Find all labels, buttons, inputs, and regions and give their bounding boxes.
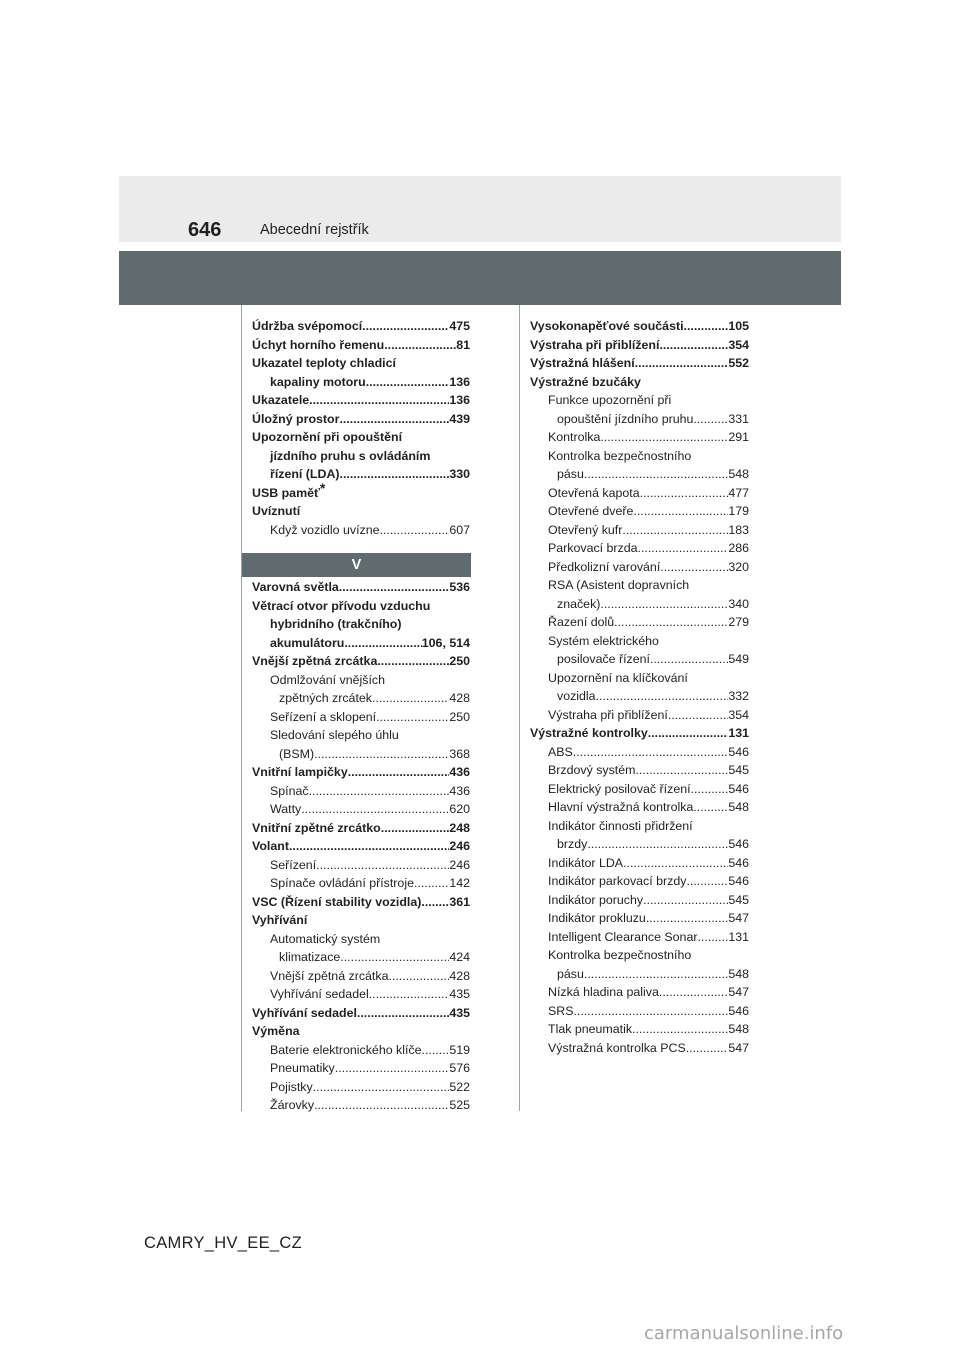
index-entry-text: kapaliny motoru bbox=[270, 374, 366, 389]
dot-leader bbox=[314, 1096, 449, 1115]
index-entry-text: Výstraha při přiblížení bbox=[548, 707, 668, 722]
index-entry-text: Větrací otvor přívodu vzduchu bbox=[252, 598, 431, 613]
index-entry bbox=[252, 465, 470, 484]
index-entry-text: Vyhřívání sedadel bbox=[270, 987, 369, 1001]
index-entry-page: 424 bbox=[449, 950, 470, 964]
index-entry bbox=[252, 893, 470, 912]
dot-leader bbox=[339, 578, 450, 597]
index-entry-page: 250 bbox=[449, 654, 470, 668]
index-entry-page: 279 bbox=[728, 615, 749, 629]
index-entry bbox=[530, 983, 749, 1002]
dot-leader bbox=[635, 761, 728, 780]
index-entry bbox=[252, 1059, 470, 1078]
index-entry bbox=[252, 1078, 470, 1097]
dot-leader bbox=[633, 502, 728, 521]
index-entry bbox=[252, 410, 470, 429]
index-entry-text: Kontrolka bbox=[548, 430, 601, 444]
dot-leader bbox=[348, 763, 450, 782]
index-entry bbox=[252, 1022, 470, 1041]
index-entry-page: 536 bbox=[449, 580, 470, 594]
index-entry-text: pásu bbox=[557, 966, 584, 981]
index-entry-text: Výstražné bzučáky bbox=[530, 374, 641, 389]
index-entry-page: 136 bbox=[449, 393, 470, 407]
dot-leader bbox=[573, 1002, 728, 1021]
dot-leader bbox=[600, 428, 728, 447]
dot-leader bbox=[316, 856, 449, 875]
index-entry-page: 548 bbox=[728, 467, 749, 481]
dot-leader bbox=[622, 521, 728, 540]
index-entry-text: Kontrolka bezpečnostního bbox=[548, 448, 692, 463]
index-entry-page: 354 bbox=[728, 707, 749, 722]
index-entry bbox=[252, 634, 470, 653]
dot-leader bbox=[372, 689, 449, 708]
index-entry-text: Výstražná kontrolka PCS bbox=[548, 1040, 686, 1055]
index-entry bbox=[252, 447, 470, 466]
index-entry bbox=[530, 946, 749, 965]
index-entry bbox=[530, 632, 749, 651]
dot-leader bbox=[422, 1041, 450, 1060]
index-entry-text: Výměna bbox=[252, 1024, 300, 1038]
index-entry-text: Seřízení bbox=[270, 857, 317, 872]
dot-leader bbox=[596, 687, 729, 706]
dot-leader bbox=[313, 1078, 450, 1097]
index-entry-page: 545 bbox=[728, 763, 749, 777]
index-entry bbox=[530, 576, 749, 595]
index-entry bbox=[252, 689, 470, 708]
index-entry bbox=[530, 539, 749, 558]
index-entry-page: 548 bbox=[728, 966, 749, 981]
dot-leader bbox=[643, 891, 728, 910]
dot-leader bbox=[377, 652, 449, 671]
index-entry bbox=[530, 928, 749, 947]
watermark: carmanualsonline.info bbox=[644, 1323, 844, 1344]
index-entry-text: Indikátor parkovací brzdy bbox=[548, 874, 687, 888]
index-entry-page: 576 bbox=[449, 1061, 470, 1075]
index-entry-text: značek) bbox=[557, 596, 601, 611]
index-entry-text: Volant bbox=[252, 839, 289, 853]
dot-leader bbox=[366, 373, 450, 392]
dot-leader bbox=[381, 819, 450, 838]
index-entry-text: SRS bbox=[548, 1003, 574, 1018]
index-entry bbox=[252, 1041, 470, 1060]
dot-leader bbox=[289, 837, 449, 856]
index-entry-page: 525 bbox=[449, 1098, 470, 1112]
index-entry-page: 332 bbox=[728, 689, 749, 703]
index-entry-text: Údržba svépomocí bbox=[252, 319, 363, 333]
index-entry bbox=[530, 410, 749, 429]
dot-leader bbox=[600, 595, 728, 614]
index-entry-text: Otevřený kufr bbox=[548, 522, 623, 537]
column-divider-left bbox=[241, 305, 242, 1111]
index-entry bbox=[252, 578, 470, 597]
index-entry bbox=[530, 595, 749, 614]
dot-leader bbox=[635, 354, 729, 373]
index-entry-page: 546 bbox=[728, 781, 749, 796]
index-entry bbox=[530, 428, 749, 447]
index-entry-page: 142 bbox=[449, 876, 470, 890]
column-divider-middle bbox=[519, 305, 520, 1111]
dot-leader bbox=[650, 650, 728, 669]
index-entry bbox=[252, 856, 470, 875]
index-entry bbox=[252, 708, 470, 727]
dot-leader bbox=[314, 745, 449, 764]
dot-leader bbox=[380, 521, 450, 540]
index-entry bbox=[252, 615, 470, 634]
index-entry-text: Nízká hladina paliva bbox=[548, 985, 659, 999]
index-entry bbox=[252, 800, 470, 819]
index-entry bbox=[530, 743, 749, 762]
footer-model-code: CAMRY_HV_EE_CZ bbox=[144, 1234, 302, 1252]
index-entry-page: 546 bbox=[728, 874, 749, 888]
index-entry-text: Brzdový systém bbox=[548, 763, 636, 777]
index-entry-page: 547 bbox=[728, 1040, 749, 1055]
page-number: 646 bbox=[188, 219, 222, 241]
index-entry-page: 435 bbox=[449, 1005, 470, 1020]
index-entry-text: Funkce upozornění při bbox=[548, 393, 672, 407]
dot-leader bbox=[691, 780, 729, 799]
index-entry bbox=[530, 798, 749, 817]
index-entry-page: 286 bbox=[728, 541, 749, 555]
index-column-1-part-a bbox=[252, 317, 470, 539]
index-entry-text: Otevřená kapota bbox=[548, 485, 640, 500]
index-entry bbox=[252, 479, 470, 503]
dot-leader bbox=[668, 706, 728, 725]
index-entry-text: Pneumatiky bbox=[270, 1061, 335, 1075]
index-entry-text: Vysokonapěťové součásti bbox=[530, 319, 684, 333]
index-entry-page: 291 bbox=[728, 430, 749, 444]
index-entry-page: 475 bbox=[449, 319, 470, 333]
index-entry-page: 81 bbox=[456, 337, 470, 352]
index-entry-page: 361 bbox=[449, 894, 470, 909]
index-entry-text: Výstraha při přiblížení bbox=[530, 337, 660, 352]
index-entry-text: Odmlžování vnějších bbox=[270, 672, 386, 687]
index-entry-text: posilovače řízení bbox=[557, 652, 650, 666]
index-entry-text: Tlak pneumatik bbox=[548, 1022, 633, 1036]
index-entry-text: Spínač bbox=[270, 783, 309, 798]
index-entry-text: Předkolizní varování bbox=[548, 559, 661, 574]
index-entry bbox=[530, 669, 749, 688]
dot-leader bbox=[660, 558, 728, 577]
dot-leader bbox=[340, 465, 450, 484]
header-band bbox=[119, 176, 841, 242]
index-entry bbox=[530, 835, 749, 854]
index-entry-text: Upozornění při opouštění bbox=[252, 430, 403, 444]
index-entry bbox=[530, 465, 749, 484]
index-entry-text: Upozornění na klíčkování bbox=[548, 670, 688, 685]
index-entry-page: 368 bbox=[449, 746, 470, 761]
dot-leader bbox=[646, 909, 729, 928]
index-entry-text: Pojistky bbox=[270, 1079, 313, 1094]
index-entry-page: 436 bbox=[449, 765, 470, 779]
index-entry-text: Systém elektrického bbox=[548, 633, 659, 648]
index-entry bbox=[252, 502, 470, 521]
index-entry bbox=[252, 967, 470, 986]
index-entry-text: vozidla bbox=[557, 689, 596, 703]
index-entry-page: 428 bbox=[449, 968, 470, 983]
index-entry-page: 546 bbox=[728, 855, 749, 870]
index-entry-text: Vnější zpětná zrcátka bbox=[252, 654, 378, 668]
index-entry-page: 546 bbox=[728, 1003, 749, 1018]
letter-divider-v: V bbox=[242, 553, 471, 577]
index-entry-page: 552 bbox=[728, 356, 749, 370]
index-entry-page: 248 bbox=[449, 820, 470, 835]
index-entry-page: 131 bbox=[728, 726, 749, 740]
index-entry bbox=[530, 447, 749, 466]
dot-leader bbox=[362, 317, 449, 336]
section-title: Abecední rejstřík bbox=[260, 222, 369, 238]
dot-leader bbox=[369, 985, 450, 1004]
index-entry-text: Výstražné kontrolky bbox=[530, 726, 648, 740]
index-entry-text: Intelligent Clearance Sonar bbox=[548, 929, 698, 944]
index-column-1-part-b bbox=[252, 578, 470, 1115]
index-entry-page: 340 bbox=[728, 596, 749, 611]
index-entry bbox=[530, 780, 749, 799]
index-entry-page: 435 bbox=[449, 987, 470, 1001]
asterisk-marker: * bbox=[319, 479, 326, 496]
index-entry bbox=[530, 891, 749, 910]
dot-leader bbox=[301, 800, 449, 819]
index-entry-text: Indikátor prokluzu bbox=[548, 911, 646, 925]
index-entry-text: Žárovky bbox=[270, 1098, 315, 1112]
index-entry bbox=[530, 1039, 749, 1058]
index-entry-text: Vyhřívání bbox=[252, 913, 308, 927]
index-entry bbox=[530, 391, 749, 410]
index-entry bbox=[252, 1004, 470, 1023]
index-entry bbox=[530, 613, 749, 632]
index-entry bbox=[530, 872, 749, 891]
dot-leader bbox=[584, 965, 728, 984]
index-entry-page: 546 bbox=[728, 837, 749, 851]
index-entry-page: 548 bbox=[728, 800, 749, 814]
index-entry-text: USB paměť bbox=[252, 485, 320, 500]
index-entry-text: brzdy bbox=[557, 837, 588, 851]
index-entry-page: 331 bbox=[728, 411, 749, 426]
index-entry-text: řízení (LDA) bbox=[270, 467, 340, 481]
index-entry bbox=[252, 874, 470, 893]
index-entry bbox=[252, 373, 470, 392]
dot-leader bbox=[357, 1004, 449, 1023]
dot-leader bbox=[623, 854, 728, 873]
index-entry-text: Otevřené dveře bbox=[548, 504, 634, 518]
index-entry bbox=[530, 854, 749, 873]
index-entry bbox=[530, 650, 749, 669]
index-entry-page: 246 bbox=[449, 857, 470, 872]
index-entry bbox=[252, 1096, 470, 1115]
index-entry-text: Indikátor LDA bbox=[548, 855, 624, 870]
index-entry-page: 320 bbox=[728, 559, 749, 574]
index-entry bbox=[530, 687, 749, 706]
dot-leader bbox=[376, 708, 449, 727]
index-entry-page: 620 bbox=[449, 802, 470, 816]
dot-leader bbox=[309, 782, 450, 801]
index-entry-text: Elektrický posilovač řízení bbox=[548, 781, 691, 796]
index-entry-text: jízdního pruhu s ovládáním bbox=[270, 448, 431, 463]
index-entry-text: Watty bbox=[270, 802, 302, 816]
index-entry-text: Varovná světla bbox=[252, 580, 339, 594]
index-entry-page: 547 bbox=[728, 985, 749, 999]
index-entry-text: Ukazatele bbox=[252, 393, 310, 407]
index-entry bbox=[252, 428, 470, 447]
dot-leader bbox=[340, 948, 449, 967]
index-entry bbox=[530, 373, 749, 392]
index-entry-page: 250 bbox=[449, 709, 470, 724]
index-entry-page: 131 bbox=[728, 929, 749, 944]
index-entry-text: Když vozidlo uvízne bbox=[270, 522, 380, 537]
index-entry-text: Vnitřní lampičky bbox=[252, 765, 348, 779]
index-entry-text: pásu bbox=[557, 467, 584, 481]
dot-leader bbox=[632, 1020, 728, 1039]
index-entry bbox=[530, 558, 749, 577]
dot-leader bbox=[587, 835, 728, 854]
index-entry-page: 547 bbox=[728, 911, 749, 925]
index-entry-text: Vnější zpětná zrcátka bbox=[270, 968, 389, 983]
dot-leader bbox=[659, 336, 728, 355]
index-entry-page: 545 bbox=[728, 892, 749, 907]
index-entry-text: Uvíznutí bbox=[252, 504, 301, 518]
index-entry-page: 105 bbox=[728, 319, 749, 333]
dot-leader bbox=[573, 743, 729, 762]
index-entry-page: 330 bbox=[449, 467, 470, 481]
index-entry-page: 548 bbox=[728, 1022, 749, 1036]
index-entry-text: Výstražná hlášení bbox=[530, 356, 635, 370]
index-entry bbox=[530, 706, 749, 725]
index-entry-text: Automatický systém bbox=[270, 931, 381, 946]
dot-leader bbox=[686, 872, 728, 891]
index-entry bbox=[252, 671, 470, 690]
index-entry bbox=[252, 336, 470, 355]
index-entry-page: 246 bbox=[449, 839, 470, 853]
index-entry-text: Hlavní výstražná kontrolka bbox=[548, 800, 694, 814]
index-entry bbox=[530, 1002, 749, 1021]
index-entry-page: 428 bbox=[449, 691, 470, 705]
dot-leader bbox=[421, 893, 449, 912]
index-entry-text: Řazení dolů bbox=[548, 615, 615, 629]
index-entry bbox=[530, 336, 749, 355]
index-entry-text: VSC (Řízení stability vozidla) bbox=[252, 894, 422, 909]
index-entry bbox=[252, 985, 470, 1004]
dot-leader bbox=[309, 391, 449, 410]
index-entry-text: zpětných zrcátek bbox=[279, 691, 372, 705]
index-entry bbox=[530, 317, 749, 336]
index-entry-page: 477 bbox=[728, 485, 749, 500]
index-entry-text: akumulátoru bbox=[270, 635, 345, 650]
index-entry bbox=[252, 763, 470, 782]
index-entry-text: Baterie elektronického klíče bbox=[270, 1042, 422, 1057]
index-entry bbox=[530, 909, 749, 928]
dot-leader bbox=[684, 317, 729, 336]
index-entry bbox=[252, 930, 470, 949]
dot-leader bbox=[686, 1039, 729, 1058]
index-entry-text: Indikátor činnosti přidržení bbox=[548, 818, 693, 833]
index-entry-text: Parkovací brzda bbox=[548, 541, 638, 555]
dot-leader bbox=[693, 798, 728, 817]
dot-leader bbox=[344, 634, 421, 653]
index-entry-page: 136 bbox=[449, 374, 470, 389]
index-column-2 bbox=[530, 317, 749, 1057]
index-entry bbox=[252, 354, 470, 373]
index-entry-text: Spínače ovládání přístroje bbox=[270, 876, 414, 890]
header-grey-bar bbox=[119, 251, 841, 305]
index-entry-page: 436 bbox=[449, 783, 470, 798]
index-entry bbox=[252, 726, 470, 745]
index-entry bbox=[530, 761, 749, 780]
dot-leader bbox=[659, 983, 728, 1002]
dot-leader bbox=[697, 928, 728, 947]
dot-leader bbox=[638, 539, 729, 558]
index-entry-text: Vyhřívání sedadel bbox=[252, 1005, 357, 1020]
dot-leader bbox=[648, 724, 729, 743]
index-entry-text: Indikátor poruchy bbox=[548, 892, 644, 907]
index-entry bbox=[252, 317, 470, 336]
index-entry-text: RSA (Asistent dopravních bbox=[548, 578, 690, 592]
dot-leader bbox=[693, 410, 728, 429]
index-entry bbox=[252, 911, 470, 930]
index-entry bbox=[252, 652, 470, 671]
index-entry-text: Úložný prostor bbox=[252, 411, 340, 426]
index-entry-text: Seřízení a sklopení bbox=[270, 709, 377, 724]
index-entry bbox=[530, 354, 749, 373]
index-entry-text: opouštění jízdního pruhu bbox=[557, 411, 694, 426]
index-entry bbox=[530, 724, 749, 743]
index-entry bbox=[252, 948, 470, 967]
index-entry-page: 522 bbox=[449, 1079, 470, 1094]
index-entry-page: 106, 514 bbox=[421, 635, 470, 650]
index-entry-text: Vnitřní zpětné zrcátko bbox=[252, 820, 381, 835]
dot-leader bbox=[335, 1059, 450, 1078]
index-entry-text: klimatizace bbox=[279, 950, 341, 964]
dot-leader bbox=[339, 410, 449, 429]
index-entry-page: 607 bbox=[449, 522, 470, 537]
index-entry-text: Úchyt horního řemenu bbox=[252, 337, 385, 352]
dot-leader bbox=[640, 484, 729, 503]
dot-leader bbox=[384, 336, 456, 355]
dot-leader bbox=[414, 874, 449, 893]
dot-leader bbox=[584, 465, 728, 484]
dot-leader bbox=[388, 967, 449, 986]
dot-leader bbox=[614, 613, 728, 632]
index-entry-page: 519 bbox=[449, 1042, 470, 1057]
index-entry-text: Ukazatel teploty chladicí bbox=[252, 356, 396, 370]
index-entry-page: 439 bbox=[449, 411, 470, 426]
index-entry bbox=[252, 745, 470, 764]
index-entry-page: 549 bbox=[728, 652, 749, 666]
index-entry bbox=[530, 817, 749, 836]
index-entry-page: 546 bbox=[728, 744, 749, 759]
index-entry bbox=[252, 521, 470, 540]
index-entry-text: Sledování slepého úhlu bbox=[270, 728, 399, 742]
index-entry bbox=[252, 837, 470, 856]
index-entry-text: ABS bbox=[548, 744, 573, 759]
index-entry bbox=[252, 597, 470, 616]
index-entry bbox=[530, 965, 749, 984]
index-entry-page: 183 bbox=[728, 522, 749, 537]
index-entry-text: hybridního (trakčního) bbox=[270, 617, 402, 631]
index-entry-text: (BSM) bbox=[279, 746, 315, 761]
index-entry bbox=[530, 521, 749, 540]
index-entry bbox=[252, 782, 470, 801]
index-entry bbox=[252, 819, 470, 838]
index-entry bbox=[530, 1020, 749, 1039]
index-entry-page: 179 bbox=[728, 504, 749, 518]
index-entry bbox=[530, 484, 749, 503]
index-entry-page: 354 bbox=[728, 337, 749, 352]
index-entry-text: Kontrolka bezpečnostního bbox=[548, 948, 692, 962]
index-entry bbox=[530, 502, 749, 521]
index-entry bbox=[252, 391, 470, 410]
